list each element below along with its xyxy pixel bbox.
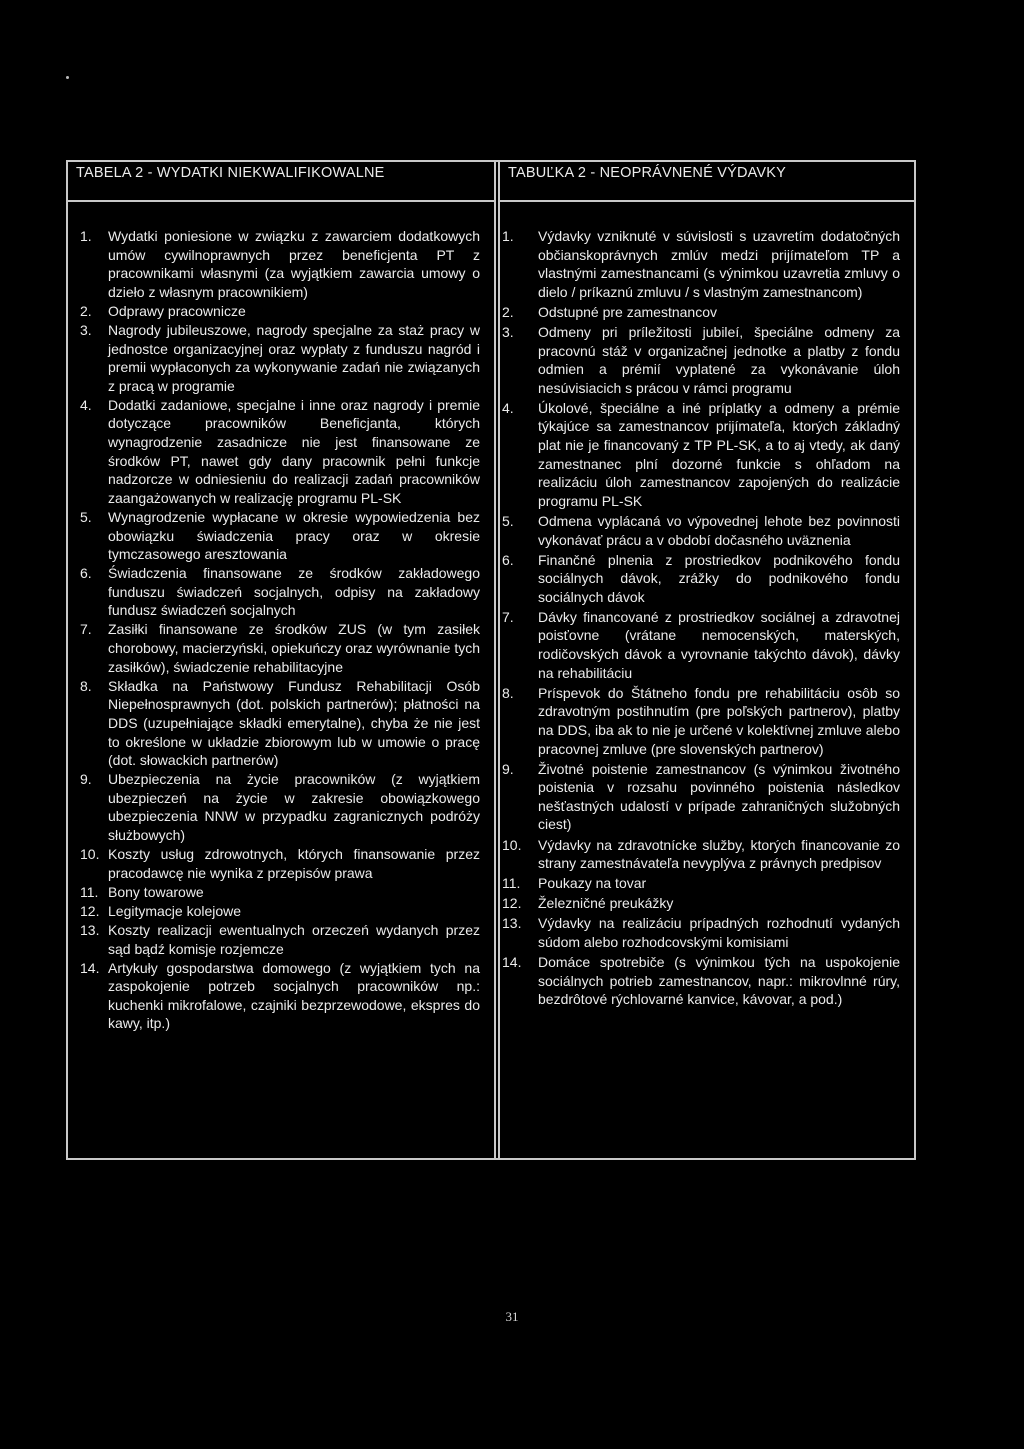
comparison-table [66,160,916,1160]
item-number: 14. [502,954,522,971]
slovak-column [500,162,914,1158]
list-item [68,620,496,676]
list-item [500,760,914,834]
item-text: Výdavky na zdravotnícke služby, ktorých financovanie zo strany zamestnávateľa nevyplýva z právnych predpisov [538,836,900,872]
list-item [68,302,496,321]
item-number: 2. [80,302,92,319]
item-text: Odmena vyplácaná vo výpovednej lehote bez povinnosti vykonávať prácu a v období dočasného uväznenia [538,512,900,548]
item-number: 8. [502,684,514,701]
item-number: 3. [80,321,92,338]
list-item [68,921,496,958]
item-text: Úkolové, špeciálne a iné príplatky a odmeny a prémie týkajúce sa zamestnancov prijímateľa, ktorých základný plat nie je financovaný z TP PL-SK, a to aj vtedy, ak daný zamestnanec plní dozorné funkcie s ohľadom na realizáciu úloh zamestnancov zapojených do realizácie programu PL-SK [538,399,900,509]
item-text: Świadczenia finansowane ze środków zakładowego funduszu świadczeń socjalnych, odpisy na zakładowy fundusz świadczeń socjalnych [108,565,480,619]
list-item [500,551,914,607]
list-item [500,303,914,322]
list-item [500,914,914,951]
list-item [500,836,914,873]
polish-column [68,162,496,1158]
item-text: Odmeny pri príležitosti jubileí, špeciálne odmeny za pracovnú stáž v organizačnej jednotke a platby z fondu odmien a prémií vyplatené za vykonávanie úloh nesúvisiacich s prácou v rámci programu [538,323,900,396]
list-item [68,883,496,902]
item-text: Artykuły gospodarstwa domowego (z wyjątkiem tych na zaspokojenie potrzeb socjalnych pracowników np.: kuchenki mikrofalowe, czajniki bezprzewodowe, ekspres do kawy, itp.) [108,959,480,1032]
item-text: Výdavky na realizáciu prípadných rozhodnutí vydaných súdom alebo rozhodcovskými komisiami [538,915,900,950]
item-text: Dávky financované z prostriedkov sociálnej a zdravotnej poisťovne (vrátane nemocenských, materských, rodičovských dávok a vyrovnanie takýchto dávok), dávky na rehabilitáciu [538,608,900,681]
item-number: 10. [502,836,522,853]
list-item [500,323,914,397]
scan-speck [66,76,69,79]
list-item [68,770,496,844]
polish-expense-list [68,202,496,1033]
item-number: 12. [502,895,522,912]
list-item [68,677,496,770]
list-item [68,227,496,301]
item-text: Wynagrodzenie wypłacane w okresie wypowiedzenia bez obowiązku świadczenia pracy oraz w okresie tymczasowego aresztowania [108,508,480,563]
item-number: 6. [502,551,514,568]
item-text: Wydatki poniesione w związku z zawarciem dodatkowych umów cywilnoprawnych przez beneficjenta PT z pracownikami własnymi (za wyjątkiem zawarcia umowy o dzieło z własnym pracownikiem) [108,228,480,300]
item-text: Zasiłki finansowane ze środków ZUS (w tym zasiłek chorobowy, macierzyński, opiekuńczy oraz wyrównanie tych zasiłków), świadczenie rehabilitacyjne [108,621,480,675]
item-number: 12. [80,902,100,919]
list-item [68,321,496,395]
item-number: 3. [502,323,514,340]
list-item [500,953,914,1009]
item-number: 11. [502,875,521,892]
item-number: 4. [502,399,514,416]
list-item [500,608,914,682]
list-item [500,874,914,893]
item-number: 8. [80,677,92,694]
item-text: Składka na Państwowy Fundusz Rehabilitacji Osób Niepełnosprawnych (dot. polskich partnerów); płatności na DDS (uzupełniające składki emerytalne), chyba że nie jest to określone w układzie zbiorowym lub w umowie o pracę (dot. słowackich partnerów) [108,677,480,769]
item-number: 13. [80,921,100,938]
list-item [68,959,496,1033]
item-number: 7. [80,621,92,638]
item-text: Legitymacje kolejowe [108,902,242,919]
item-text: Ubezpieczenia na życie pracowników (z wyjątkiem ubezpieczeń na życie w zakresie obowiązkowego ubezpieczenia NNW w przypadku zagranicznych podróży służbowych) [108,771,480,843]
list-item [500,512,914,549]
list-item [500,894,914,913]
slovak-expense-list [500,202,914,1009]
polish-table-heading: TABELA 2 - WYDATKI NIEKWALIFIKOWALNE [68,162,496,202]
item-text: Poukazy na tovar [538,875,647,892]
item-text: Koszty realizacji ewentualnych orzeczeń wydanych przez sąd bądź komisje rozjemcze [108,921,480,957]
item-number: 6. [80,565,92,582]
item-text: Domáce spotrebiče (s výnimkou tých na uspokojenie sociálnych potrieb zamestnancov, napr.: mikrovlnné rúry, bezdrôtové rýchlovarné kanvice, kávovar, a pod.) [538,954,900,1008]
list-item [68,396,496,508]
item-number: 4. [80,396,92,413]
item-text: Bony towarowe [108,883,204,900]
item-text: Nagrody jubileuszowe, nagrody specjalne za staż pracy w jednostce organizacyjnej oraz wypłaty z funduszu nagród i premii wypłaconych za wykonywanie zadań nie związanych z pracą w programie [108,321,480,394]
item-number: 11. [80,883,99,900]
item-number: 2. [502,303,514,320]
item-number: 1. [80,228,92,244]
list-item [68,845,496,882]
item-number: 10. [80,846,100,863]
item-text: Železničné preukážky [538,895,674,912]
item-text: Životné poistenie zamestnancov (s výnimkou životného poistenia v rozsahu povinného poistenia následkov nešťastných udalostí v prípade zahraničných služobných ciest) [538,760,900,833]
item-text: Príspevok do Štátneho fondu pre rehabilitáciu osôb so zdravotným postihnutím (pre poľských partnerov), platby na DDS, iba ak to nie je určené v kolektívnej zmluve alebo pracovnej zmluve (pre slovenských partnerov) [538,684,900,757]
list-item [500,684,914,758]
item-number: 5. [80,508,92,525]
list-item [68,564,496,620]
list-item [68,508,496,564]
item-text: Odstupné pre zamestnancov [538,303,717,320]
list-item [68,902,496,921]
item-number: 13. [502,915,522,932]
list-item [500,227,914,301]
item-text: Výdavky vzniknuté v súvislosti s uzavretím dodatočných občianskoprávnych zmlúv medzi prijímateľom TP a vlastnými zamestnancami (s výnimkou uzavretia zmluvy o dielo / príkaznú zmluvu / s vlastným zamestnancom) [538,228,900,300]
item-number: 1. [502,228,514,244]
item-number: 9. [502,760,514,777]
item-text: Odprawy pracownicze [108,302,246,319]
item-text: Finančné plnenia z prostriedkov podnikového fondu sociálnych dávok, zrážky do podnikového fondu sociálnych dávok [538,551,900,605]
item-text: Dodatki zadaniowe, specjalne i inne oraz nagrody i premie dotyczące pracowników Beneficjanta, których wynagrodzenie zasadnicze nie jest finansowane ze środków PT, nawet gdy dany pracownik pełni funkcje nadzorcze w odniesieniu do realizacji zadań pracowników zaangażowanych w realizację programu PL-SK [108,396,480,506]
item-text: Koszty usług zdrowotnych, których finansowanie przez pracodawcę nie wynika z przepisów prawa [108,846,480,881]
item-number: 14. [80,959,100,976]
item-number: 9. [80,771,92,788]
item-number: 7. [502,608,514,625]
list-item [500,399,914,511]
slovak-table-heading: TABUĽKA 2 - NEOPRÁVNENÉ VÝDAVKY [500,162,914,202]
item-number: 5. [502,512,514,529]
page-number: 31 [505,1309,519,1324]
